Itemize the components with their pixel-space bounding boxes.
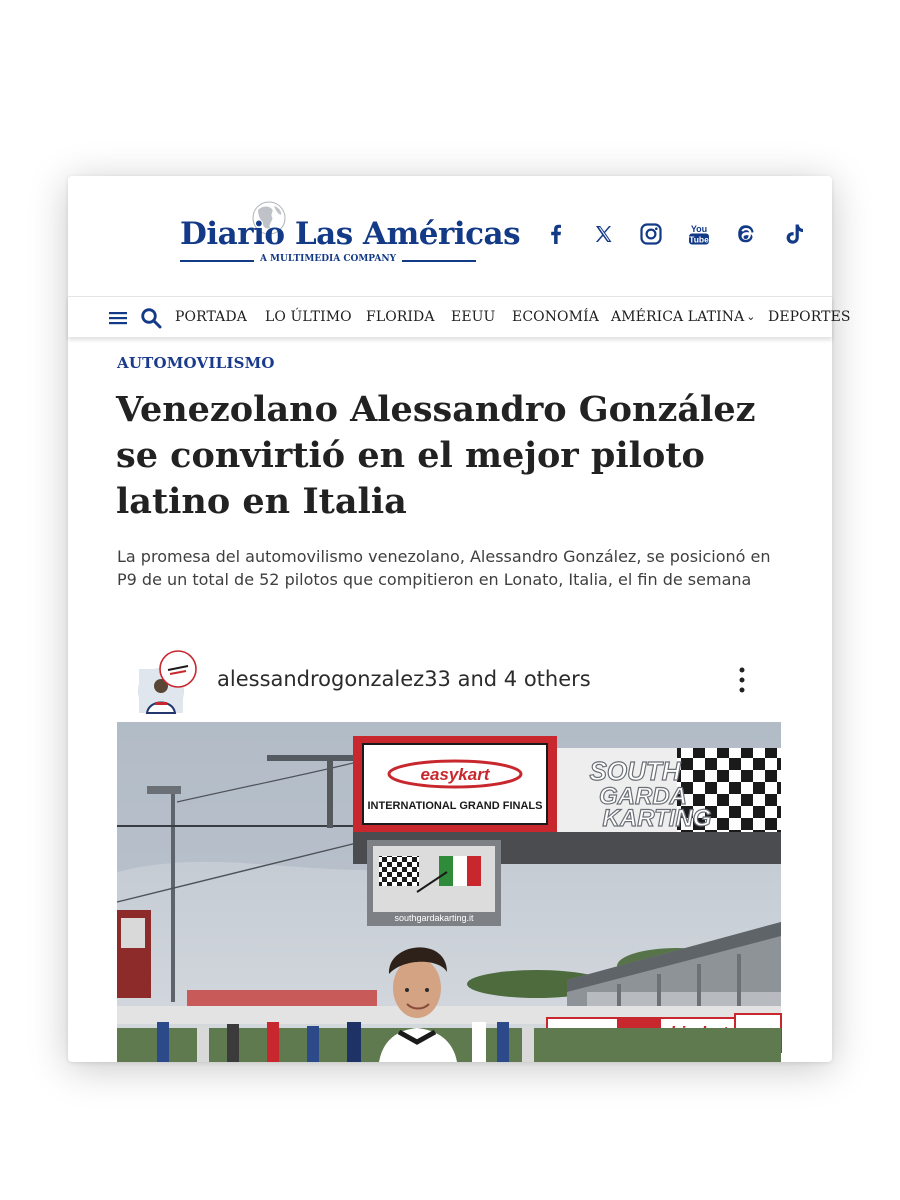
tiktok-icon[interactable]: [779, 220, 807, 248]
site-logo[interactable]: [180, 198, 521, 270]
track-name-line-3: KARTING: [602, 805, 712, 832]
logo-subtitle-row: [180, 254, 476, 266]
threads-icon[interactable]: [732, 220, 760, 248]
instagram-author[interactable]: [217, 667, 591, 691]
svg-text:You: You: [690, 224, 708, 234]
search-icon[interactable]: [139, 306, 163, 330]
nav-item-economia[interactable]: ECONOMÍA: [512, 309, 599, 325]
instagram-icon[interactable]: [637, 220, 665, 248]
nav-item-portada[interactable]: PORTADA: [175, 309, 247, 325]
more-options-icon[interactable]: [730, 664, 754, 696]
logo-subtitle: A MULTIMEDIA COMPANY: [259, 254, 397, 264]
nav-item-lo-ultimo[interactable]: LO ÚLTIMO: [265, 309, 352, 325]
nav-item-america-latina-label: AMÉRICA LATINA: [611, 309, 745, 325]
banner-brand-text: easykart: [420, 765, 490, 784]
track-name-line-2: GARDA: [599, 783, 687, 810]
flag-sign-url: southgardakarting.it: [394, 913, 474, 923]
banner-event-text: INTERNATIONAL GRAND FINALS: [367, 800, 543, 812]
article-summary: La promesa del automovilismo venezolano, Alessandro González, se posicionó en P9 de un total de 52 pilotos que compitieron en Lonato, Italia, el fin de semana: [117, 547, 771, 589]
instagram-coauthors[interactable]: and 4 others: [457, 667, 591, 691]
facebook-icon[interactable]: [542, 220, 570, 248]
nav-item-america-latina[interactable]: [611, 309, 756, 325]
nav-item-florida[interactable]: FLORIDA: [366, 309, 435, 325]
embedded-photo[interactable]: [117, 722, 781, 1062]
hamburger-menu-icon[interactable]: [106, 306, 130, 330]
x-icon[interactable]: [589, 220, 617, 248]
instagram-username[interactable]: alessandrogonzalez33: [217, 667, 451, 691]
nav-item-deportes[interactable]: DEPORTES: [768, 309, 851, 325]
chevron-down-icon: ⌄: [746, 310, 756, 323]
site-header: [68, 176, 832, 296]
svg-text:Tube: Tube: [689, 234, 709, 245]
track-name-line-1: SOUTH: [589, 756, 681, 786]
main-nav: [68, 296, 851, 337]
logo-title: Diario Las Américas: [180, 216, 521, 252]
nav-item-eeuu[interactable]: EEUU: [451, 309, 496, 325]
article-card: [68, 176, 851, 1062]
article-category[interactable]: AUTOMOVILISMO: [117, 354, 275, 372]
youtube-icon[interactable]: [685, 220, 713, 248]
article-headline: Venezolano Alessandro González se convirtió en el mejor piloto latino en Italia: [116, 389, 756, 522]
team-logo-icon: [158, 649, 198, 689]
